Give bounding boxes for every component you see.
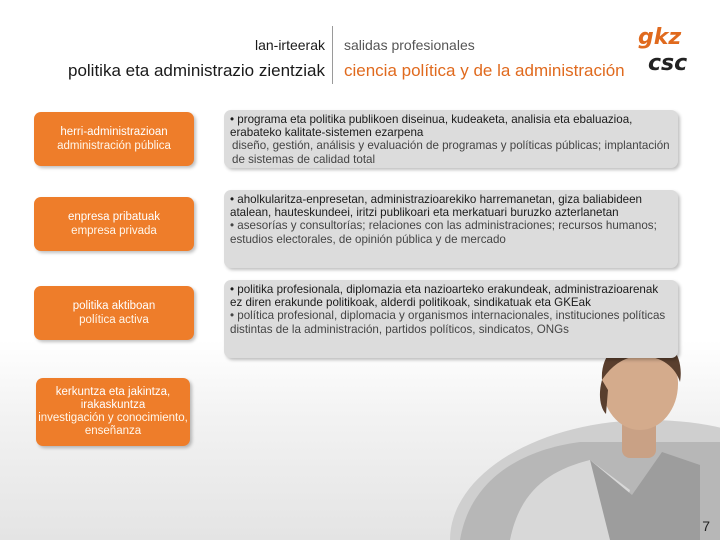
- logo-line-1: gkz: [638, 25, 682, 50]
- header-label-es: salidas profesionales: [344, 37, 475, 53]
- category-label-eu: politika aktiboan: [72, 300, 156, 312]
- category-label-es: empresa privada: [71, 225, 157, 237]
- person-photo: [400, 330, 720, 540]
- description-text-eu: • aholkularitza-enpresetan, administrazioarekiko harremanetan, giza baliabideen atalean, hauteskundeei, iritzi publikoari eta merkatuari buruzko azterlanetan: [230, 193, 643, 220]
- logo-line-2: csc: [648, 51, 688, 76]
- description-text-es: diseño, gestión, análisis y evaluación de programas y políticas públicas; implantación de sistemas de calidad total: [232, 139, 670, 166]
- header-divider: [332, 26, 333, 84]
- category-label-es: administración pública: [57, 140, 171, 152]
- category-active-politics: [34, 286, 194, 340]
- category-private-company: [34, 197, 194, 251]
- description-public-administration: [224, 110, 678, 168]
- description-text-eu: • programa eta politika publikoen diseinua, kudeaketa, analisia eta ebaluazioa, erabateko kalitate-sistemen ezarpena: [230, 113, 633, 140]
- category-label-eu: herri-administrazioan: [60, 126, 168, 138]
- gkz-csc-logo: [636, 20, 700, 76]
- header-title-es: ciencia política y de la administración: [344, 61, 625, 80]
- category-label-es: investigación y conocimiento, enseñanza: [38, 412, 188, 438]
- description-active-politics: [224, 280, 678, 358]
- description-private-company: [224, 190, 678, 268]
- category-label-es: política activa: [79, 314, 149, 326]
- header-label-eu: lan-irteerak: [254, 37, 325, 53]
- category-public-administration: [34, 112, 194, 166]
- category-label-eu: kerkuntza eta jakintza, irakaskuntza: [55, 385, 171, 411]
- header-title-eu: politika eta administrazio zientziak: [67, 61, 325, 80]
- description-text-es: • política profesional, diplomacia y organismos internacionales, instituciones políticas distintas de la administración, partidos políticos, sindicatos, ONGs: [230, 309, 666, 336]
- description-text-eu: • politika profesionala, diplomazia eta nazioarteko erakundeak, administrazioarenak ez diren erakunde politikoak, alderdi politikoak, sindikatuak eta GKEak: [230, 283, 659, 310]
- description-text-es: • asesorías y consultorías; relaciones con las administraciones; recursos humanos; estudios electorales, de opinión pública y de mercado: [230, 219, 657, 246]
- category-label-eu: enpresa pribatuak: [67, 211, 161, 223]
- page-number: 7: [702, 518, 710, 534]
- category-research-teaching: [36, 378, 190, 446]
